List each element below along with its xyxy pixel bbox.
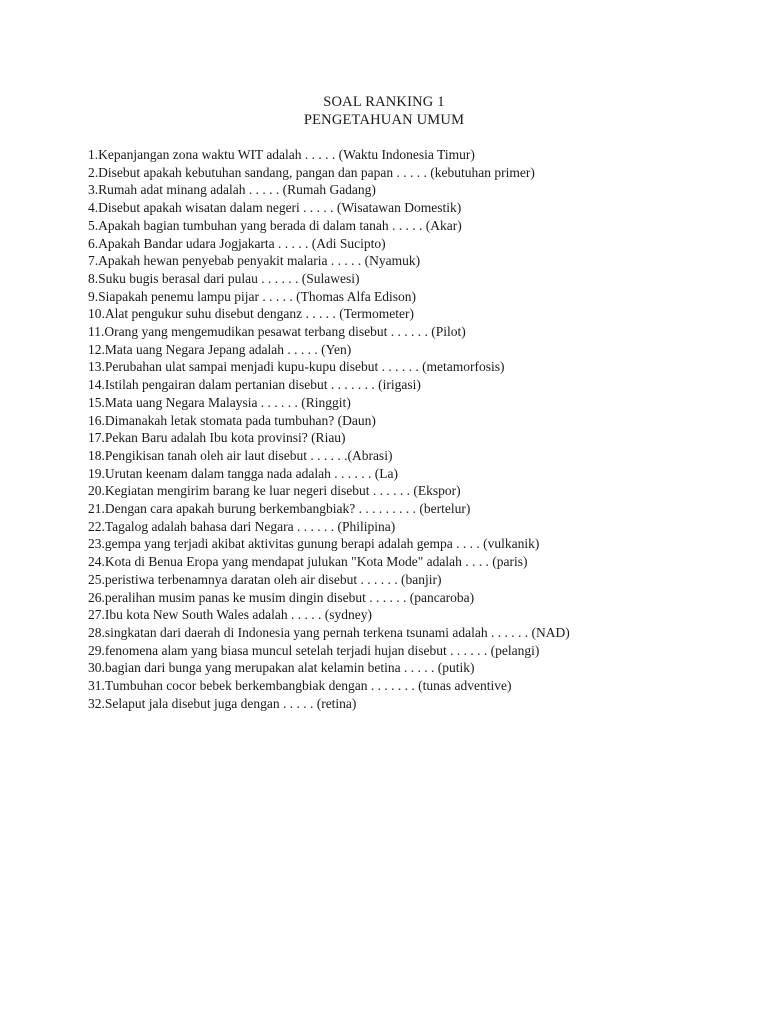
question-item: 7.Apakah hewan penyebab penyakit malaria . . . . . (Nyamuk): [88, 253, 421, 269]
question-item: 21.Dengan cara apakah burung berkembangbiak? . . . . . . . . . (bertelur): [88, 501, 471, 517]
question-item: 16.Dimanakah letak stomata pada tumbuhan? (Daun): [88, 412, 376, 428]
document-title: SOAL RANKING 1: [323, 94, 445, 110]
question-item: 13.Perubahan ulat sampai menjadi kupu-kupu disebut . . . . . . (metamorfosis): [88, 359, 505, 375]
question-item: 3.Rumah adat minang adalah . . . . . (Rumah Gadang): [88, 182, 376, 198]
question-item: 15.Mata uang Negara Malaysia . . . . . . (Ringgit): [88, 394, 351, 410]
question-item: 2.Disebut apakah kebutuhan sandang, pangan dan papan . . . . . (kebutuhan primer): [88, 164, 535, 180]
question-item: 19.Urutan keenam dalam tangga nada adalah . . . . . . (La): [88, 465, 398, 481]
question-item: 31.Tumbuhan cocor bebek berkembangbiak dengan . . . . . . . (tunas adventive): [88, 678, 512, 694]
question-item: 8.Suku bugis berasal dari pulau . . . . . . (Sulawesi): [88, 270, 360, 286]
question-item: 23.gempa yang terjadi akibat aktivitas gunung berapi adalah gempa . . . . (vulkanik): [88, 536, 540, 552]
question-item: 29.fenomena alam yang biasa muncul setelah terjadi hujan disebut . . . . . . (pelangi): [88, 642, 540, 658]
question-item: 26.peralihan musim panas ke musim dingin disebut . . . . . . (pancaroba): [88, 589, 475, 605]
question-item: 5.Apakah bagian tumbuhan yang berada di dalam tanah . . . . . (Akar): [88, 217, 462, 233]
question-item: 11.Orang yang mengemudikan pesawat terbang disebut . . . . . . (Pilot): [88, 324, 466, 340]
question-item: 24.Kota di Benua Eropa yang mendapat julukan "Kota Mode" adalah . . . . (paris): [88, 554, 528, 570]
document-header: [0, 93, 768, 129]
question-item: 12.Mata uang Negara Jepang adalah . . . . . (Yen): [88, 341, 352, 357]
question-item: 14.Istilah pengairan dalam pertanian disebut . . . . . . . (irigasi): [88, 377, 421, 393]
question-item: 27.Ibu kota New South Wales adalah . . . . . (sydney): [88, 607, 372, 623]
question-item: 10.Alat pengukur suhu disebut denganz . . . . . (Termometer): [88, 306, 414, 322]
question-item: 9.Siapakah penemu lampu pijar . . . . . (Thomas Alfa Edison): [88, 288, 417, 304]
document-subtitle: PENGETAHUAN UMUM: [303, 112, 465, 128]
question-item: 20.Kegiatan mengirim barang ke luar negeri disebut . . . . . . (Ekspor): [88, 483, 461, 499]
question-item: 6.Apakah Bandar udara Jogjakarta . . . . . (Adi Sucipto): [88, 235, 386, 251]
question-item: 1.Kepanjangan zona waktu WIT adalah . . . . . (Waktu Indonesia Timur): [88, 147, 475, 162]
question-item: 22.Tagalog adalah bahasa dari Negara . . . . . . (Philipina): [88, 518, 396, 534]
question-item: 17.Pekan Baru adalah Ibu kota provinsi? (Riau): [88, 430, 346, 446]
question-item: 25.peristiwa terbenamnya daratan oleh air disebut . . . . . . (banjir): [88, 571, 442, 587]
question-item: 18.Pengikisan tanah oleh air laut disebut . . . . . .(Abrasi): [88, 447, 393, 463]
question-item: 30.bagian dari bunga yang merupakan alat kelamin betina . . . . . (putik): [88, 660, 475, 676]
question-item: 28.singkatan dari daerah di Indonesia yang pernah terkena tsunami adalah . . . . . . (NAD): [88, 624, 570, 640]
question-item: 4.Disebut apakah wisatan dalam negeri . . . . . (Wisatawan Domestik): [88, 200, 462, 216]
question-item: 32.Selaput jala disebut juga dengan . . . . . (retina): [88, 695, 357, 711]
question-list: [88, 146, 728, 713]
